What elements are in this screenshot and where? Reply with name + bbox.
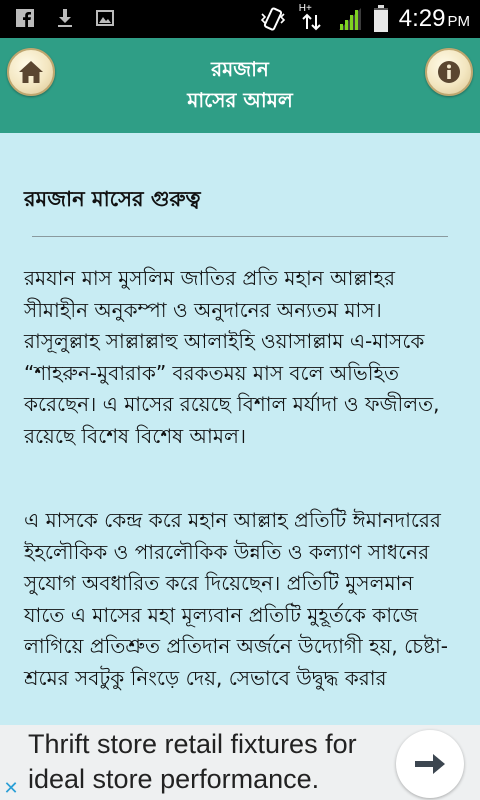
divider xyxy=(32,236,448,237)
close-icon[interactable]: ✕ xyxy=(3,778,19,799)
title-line-2: মাসের আমল xyxy=(187,88,293,112)
home-button[interactable] xyxy=(7,48,55,96)
vibrate-icon xyxy=(259,6,287,32)
signal-icon xyxy=(337,6,363,32)
ad-banner[interactable] xyxy=(0,725,480,800)
article-content[interactable] xyxy=(0,133,480,725)
home-icon xyxy=(18,60,44,84)
clock-ampm: PM xyxy=(447,13,470,30)
section-title: রমজান মাসের গুরুত্ব xyxy=(24,187,201,211)
download-icon xyxy=(56,8,74,28)
data-arrows-icon xyxy=(297,5,327,33)
clock xyxy=(399,5,470,33)
ad-arrow-button[interactable] xyxy=(396,730,464,798)
status-bar xyxy=(0,0,480,38)
data-indicator xyxy=(297,5,327,33)
battery-icon xyxy=(373,5,389,33)
arrow-right-icon xyxy=(413,751,447,777)
network-type-label: H+ xyxy=(298,3,312,14)
info-button[interactable] xyxy=(425,48,473,96)
app-header xyxy=(0,38,480,133)
paragraph-1: রমযান মাস মুসলিম জাতির প্রতি মহান আল্লাহর সীমাহীন অনুকম্পা ও অনুদানের অন্যতম মাস। রাসূলুল্লাহ সাল্লাল্লাহু আলাইহি ওয়াসাল্লাম এ-মাসকে “শাহরুন-মুবারাক” বরকতময় মাস বলে অভিহিত করেছেন। এ মাসের রয়েছে বিশাল মর্যাদা ও ফজীলত, রয়েছে বিশেষ বিশেষ আমল। xyxy=(24,266,440,448)
page-title xyxy=(80,54,400,116)
facebook-icon xyxy=(16,8,34,28)
title-line-1: রমজান xyxy=(211,57,269,81)
paragraph-2: এ মাসকে কেন্দ্র করে মহান আল্লাহ প্রতিটি ঈমানদারের ইহলৌকিক ও পারলৌকিক উন্নতি ও কল্যাণ সাধনের সুযোগ অবধারিত করে দিয়েছেন। প্রতিটি মুসলমান যাতে এ মাসের মহা মূল্যবান প্রতিটি মুহূর্তকে কাজে লাগিয়ে প্রতিশ্রুত প্রতিদান অর্জনে উদ্যোগী হয়, চেষ্টা-শ্রমের সবটুকু নিংড়ে দেয়, সেভাবে উদ্বুদ্ধ করার xyxy=(24,508,448,690)
clock-time: 4:29 xyxy=(398,5,446,32)
ad-text[interactable]: Thrift store retail fixtures for ideal store performance. xyxy=(28,729,357,794)
info-icon xyxy=(437,60,461,84)
image-icon xyxy=(96,8,114,28)
